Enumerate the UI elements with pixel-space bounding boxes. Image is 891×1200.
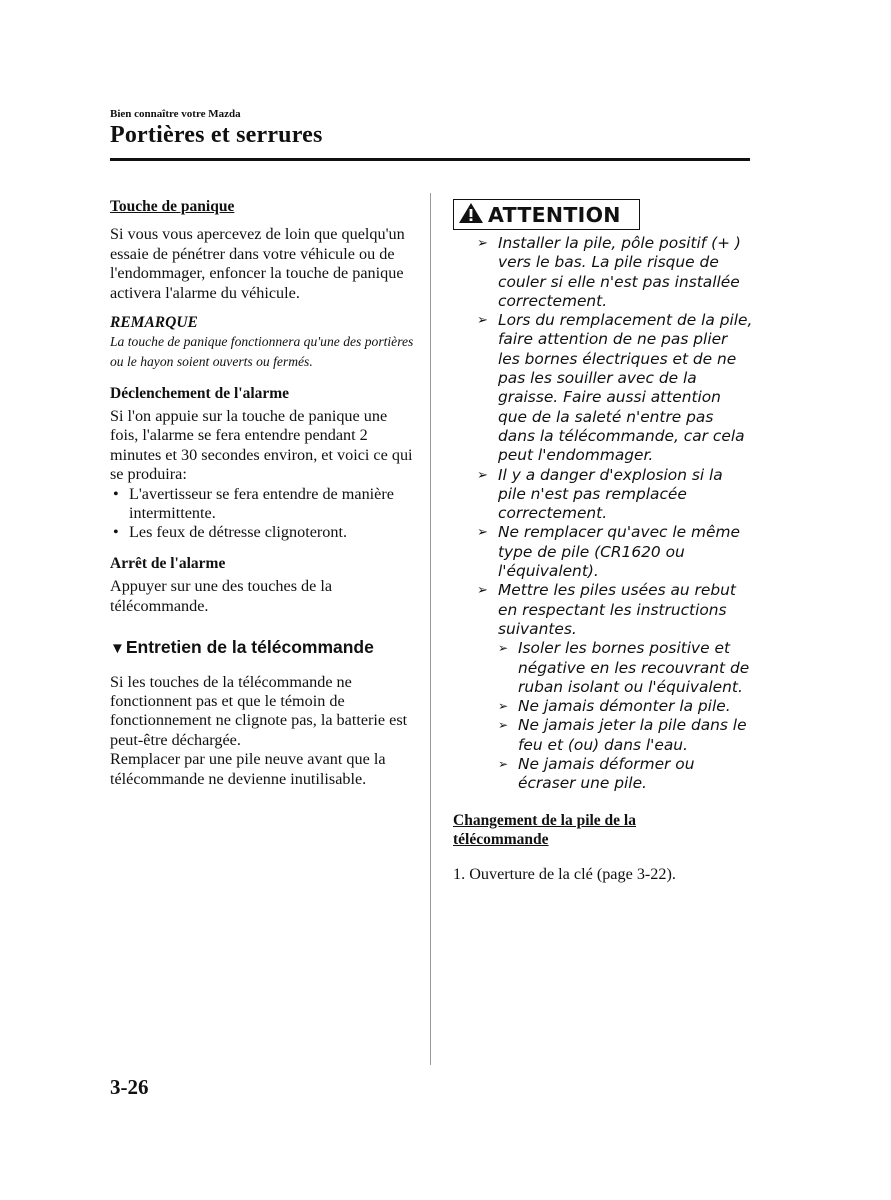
trigger-heading: Déclenchement de l'alarme xyxy=(110,384,290,402)
attention-label: ATTENTION xyxy=(488,203,621,227)
warning-triangle-icon xyxy=(458,202,484,224)
header-rule xyxy=(110,158,750,161)
stop-heading: Arrêt de l'alarme xyxy=(110,554,226,572)
page-title: Portières et serrures xyxy=(110,122,323,148)
warning-text: Il y a danger d'explosion si la pile n'est pas remplacée correctement. xyxy=(498,465,723,523)
sub-warning-list xyxy=(498,639,753,793)
arrowhead-bullet-icon: ➢ xyxy=(498,699,509,714)
arrowhead-bullet-icon: ➢ xyxy=(477,583,488,599)
arrowhead-bullet-icon: ➢ xyxy=(477,525,488,541)
arrowhead-bullet-icon: ➢ xyxy=(498,718,509,733)
warning-text: Lors du remplacement de la pile, faire attention de ne pas plier les bornes électriques et de ne pas les souiller avec de la graisse. Faire aussi attention que de la saleté n'entre pas dans la télécommande, car cela peut l'endommager. xyxy=(498,311,753,465)
sub-warning-text: Ne jamais jeter la pile dans le feu et (ou) dans l'eau. xyxy=(518,716,747,754)
right-column xyxy=(453,199,753,884)
list-item xyxy=(453,234,753,311)
list-item xyxy=(498,697,753,716)
arrowhead-bullet-icon: ➢ xyxy=(498,757,509,772)
note-title: REMARQUE xyxy=(110,314,198,332)
left-column xyxy=(110,197,415,789)
maintenance-heading-text: Entretien de la télécommande xyxy=(125,637,374,658)
bullet-text: L'avertisseur se fera entendre de manière intermittente. xyxy=(129,484,394,523)
list-item xyxy=(453,523,753,581)
maintenance-heading xyxy=(110,638,415,658)
list-item xyxy=(498,716,753,755)
bullet-icon: • xyxy=(113,523,119,542)
list-item xyxy=(498,755,753,794)
battery-change-heading: Changement de la pile de la télécommande xyxy=(453,811,636,849)
warning-text: Ne remplacer qu'avec le même type de pile (CR1620 ou l'équivalent). xyxy=(498,523,740,581)
panic-text: Si vous vous apercevez de loin que quelqu'un essaie de pénétrer dans votre véhicule ou de l'endommager, enfoncer la touche de panique activera l'alarme du véhicule. xyxy=(110,225,405,302)
bullet-icon: • xyxy=(113,484,119,503)
maintenance-text-2: Remplacer par une pile neuve avant que la télécommande ne devienne inutilisable. xyxy=(110,750,386,788)
warning-text: Mettre les piles usées au rebut en respectant les instructions suivantes. xyxy=(498,581,736,638)
list-item xyxy=(110,485,415,524)
arrowhead-bullet-icon: ➢ xyxy=(477,313,488,329)
trigger-text: Si l'on appuie sur la touche de panique une fois, l'alarme se fera entendre pendant 2 minutes et 30 secondes environ, et voici ce qui se produira: xyxy=(110,407,413,484)
list-item xyxy=(453,581,753,793)
maintenance-text-1: Si les touches de la télécommande ne fonctionnent pas et que le témoin de fonctionnement ne clignote pas, la batterie est peut-être déchargée. xyxy=(110,672,408,749)
note-text: La touche de panique fonctionnera qu'une des portières ou le hayon soient ouverts ou fermés. xyxy=(110,334,414,370)
attention-box xyxy=(453,199,640,230)
breadcrumb: Bien connaître votre Mazda xyxy=(110,108,241,120)
arrowhead-bullet-icon: ➢ xyxy=(477,467,488,483)
step-1: 1. Ouverture de la clé (page 3-22). xyxy=(453,865,676,884)
panic-heading: Touche de panique xyxy=(110,198,235,215)
list-item xyxy=(453,466,753,524)
column-divider xyxy=(430,193,431,1065)
arrowhead-bullet-icon: ➢ xyxy=(498,641,509,656)
arrowhead-bullet-icon: ➢ xyxy=(477,236,488,251)
sub-warning-text: Isoler les bornes positive et négative en les recouvrant de ruban isolant ou l'équivalent. xyxy=(518,639,750,696)
sub-warning-text: Ne jamais déformer ou écraser une pile. xyxy=(518,755,695,793)
sub-warning-text: Ne jamais démonter la pile. xyxy=(518,697,731,716)
bullet-text: Les feux de détresse clignoteront. xyxy=(129,523,348,542)
list-item xyxy=(453,311,753,465)
warning-list xyxy=(453,234,753,794)
stop-text: Appuyer sur une des touches de la télécommande. xyxy=(110,577,333,615)
trigger-bullets xyxy=(110,485,415,543)
list-item xyxy=(110,523,415,542)
list-item xyxy=(498,639,753,697)
warning-text: Installer la pile, pôle positif (+ ) vers le bas. La pile risque de couler si elle n'est pas installée correctement. xyxy=(498,234,741,310)
section-marker-icon: ▼ xyxy=(110,640,125,658)
page-number: 3-26 xyxy=(110,1075,149,1099)
